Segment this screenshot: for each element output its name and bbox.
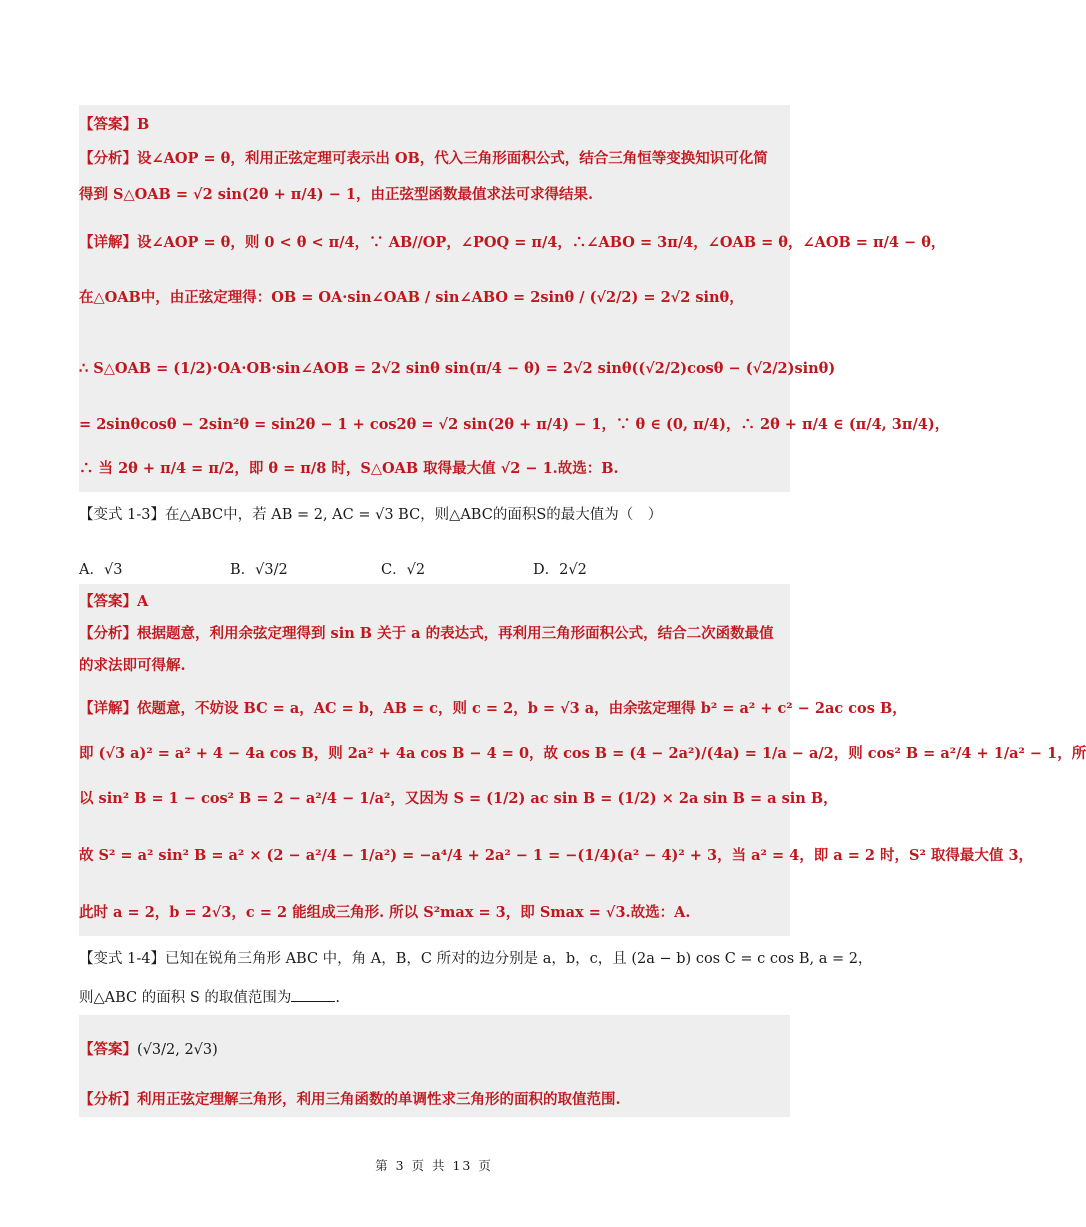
- detail-label: 【详解】: [79, 234, 137, 251]
- analysis-line-1: 【分析】根据题意，利用余弦定理得到 sin B 关于 a 的表达式，再利用三角形面积公式，结合二次函数最值: [79, 625, 774, 642]
- solution-block-1: [79, 105, 950, 492]
- answer-value: A: [137, 593, 149, 610]
- answer-blank: [291, 987, 335, 1002]
- answer-label: 【答案】: [79, 593, 137, 610]
- detail-line-3: 以 sin² B = 1 − cos² B = 2 − a²/4 − 1/a²，又因为 S = (1/2) ac sin B = (1/2) × 2a sin B = a sin B，: [79, 790, 838, 807]
- options-row: [79, 548, 790, 584]
- detail-line-1: 【详解】依题意，不妨设 BC = a，AC = b，AB = c，则 c = 2，b = √3 a，由余弦定理得 b² = a² + c² − 2ac cos B，: [79, 700, 907, 717]
- detail-line-1: 【详解】设∠AOP = θ，则 0 < θ < π/4，∵ AB//OP，∠POQ = π/4，∴∠ABO = 3π/4，∠OAB = θ，∠AOB = π/4 − θ，: [79, 234, 946, 251]
- answer-label: 【答案】: [79, 1041, 137, 1058]
- analysis-label: 【分析】: [79, 150, 137, 167]
- answer-line: [79, 115, 149, 135]
- option-c: C．√2: [381, 562, 426, 578]
- detail-line-5: 此时 a = 2，b = 2√3，c = 2 能组成三角形. 所以 S²max = 3，即 Smax = √3.故选：A.: [79, 904, 691, 921]
- analysis-label: 【分析】: [79, 1091, 137, 1108]
- option-a: A．√3: [79, 562, 123, 578]
- answer-line: [79, 592, 148, 612]
- option-b: B．√3/2: [230, 562, 288, 578]
- answer-line: [79, 1040, 218, 1060]
- answer-label: 【答案】: [79, 116, 137, 133]
- solution-block-2: [79, 584, 1086, 936]
- detail-label: 【详解】: [79, 700, 137, 717]
- page-footer: 第 3 页 共 13 页: [375, 1158, 493, 1173]
- option-d: D．2√2: [533, 562, 587, 578]
- detail-line-4: = 2sinθcosθ − 2sin²θ = sin2θ − 1 + cos2θ = √2 sin(2θ + π/4) − 1，∵ θ ∈ (0, π/4)，∴ 2θ + π/4 ∈ (π/4, 3π/4)，: [79, 416, 950, 433]
- question-1-4-line-2: 则△ABC 的面积 S 的取值范围为 .: [79, 987, 340, 1008]
- question-1-3: 【变式 1-3】在△ABC中，若 AB = 2, AC = √3 BC，则△ABC的面积S的最大值为（ ）: [79, 507, 663, 523]
- analysis-line-1: 【分析】利用正弦定理解三角形，利用三角函数的单调性求三角形的面积的取值范围.: [79, 1091, 621, 1108]
- question-label: 【变式 1-3】: [79, 507, 165, 523]
- question-1-4: 【变式 1-4】已知在锐角三角形 ABC 中，角 A，B，C 所对的边分别是 a，b，c，且 (2a − b) cos C = c cos B, a = 2，: [79, 951, 873, 967]
- analysis-line-2: 得到 S△OAB = √2 sin(2θ + π/4) − 1，由正弦型函数最值求法可求得结果.: [79, 186, 594, 203]
- analysis-line-2: 的求法即可得解.: [79, 657, 186, 674]
- solution-block-3: [79, 1015, 790, 1117]
- analysis-label: 【分析】: [79, 625, 137, 642]
- detail-line-2: 即 (√3 a)² = a² + 4 − 4a cos B，则 2a² + 4a cos B − 4 = 0，故 cos B = (4 − 2a²)/(4a) = 1/a − a/2，则 cos² B = a²/4 + 1/a² − 1，所: [79, 745, 1086, 762]
- analysis-line-1: 【分析】设∠AOP = θ，利用正弦定理可表示出 OB，代入三角形面积公式，结合三角恒等变换知识可化简: [79, 150, 768, 167]
- answer-value: B: [137, 116, 150, 133]
- detail-line-2: 在△OAB中，由正弦定理得：OB = OA·sin∠OAB / sin∠ABO = 2sinθ / (√2/2) = 2√2 sinθ，: [79, 289, 744, 306]
- detail-line-3: ∴ S△OAB = (1/2)·OA·OB·sin∠AOB = 2√2 sinθ sin(π/4 − θ) = 2√2 sinθ((√2/2)cosθ − (√2/2)sinθ): [79, 360, 836, 377]
- answer-value: (√3/2, 2√3): [137, 1042, 218, 1058]
- question-label: 【变式 1-4】: [79, 951, 165, 967]
- detail-line-4: 故 S² = a² sin² B = a² × (2 − a²/4 − 1/a²) = −a⁴/4 + 2a² − 1 = −(1/4)(a² − 4)² + 3，当 a² = 4，即 a = 2 时，S² 取得最大值 3，: [79, 847, 1034, 864]
- detail-line-5: ∴ 当 2θ + π/4 = π/2，即 θ = π/8 时，S△OAB 取得最大值 √2 − 1.故选：B.: [79, 460, 619, 477]
